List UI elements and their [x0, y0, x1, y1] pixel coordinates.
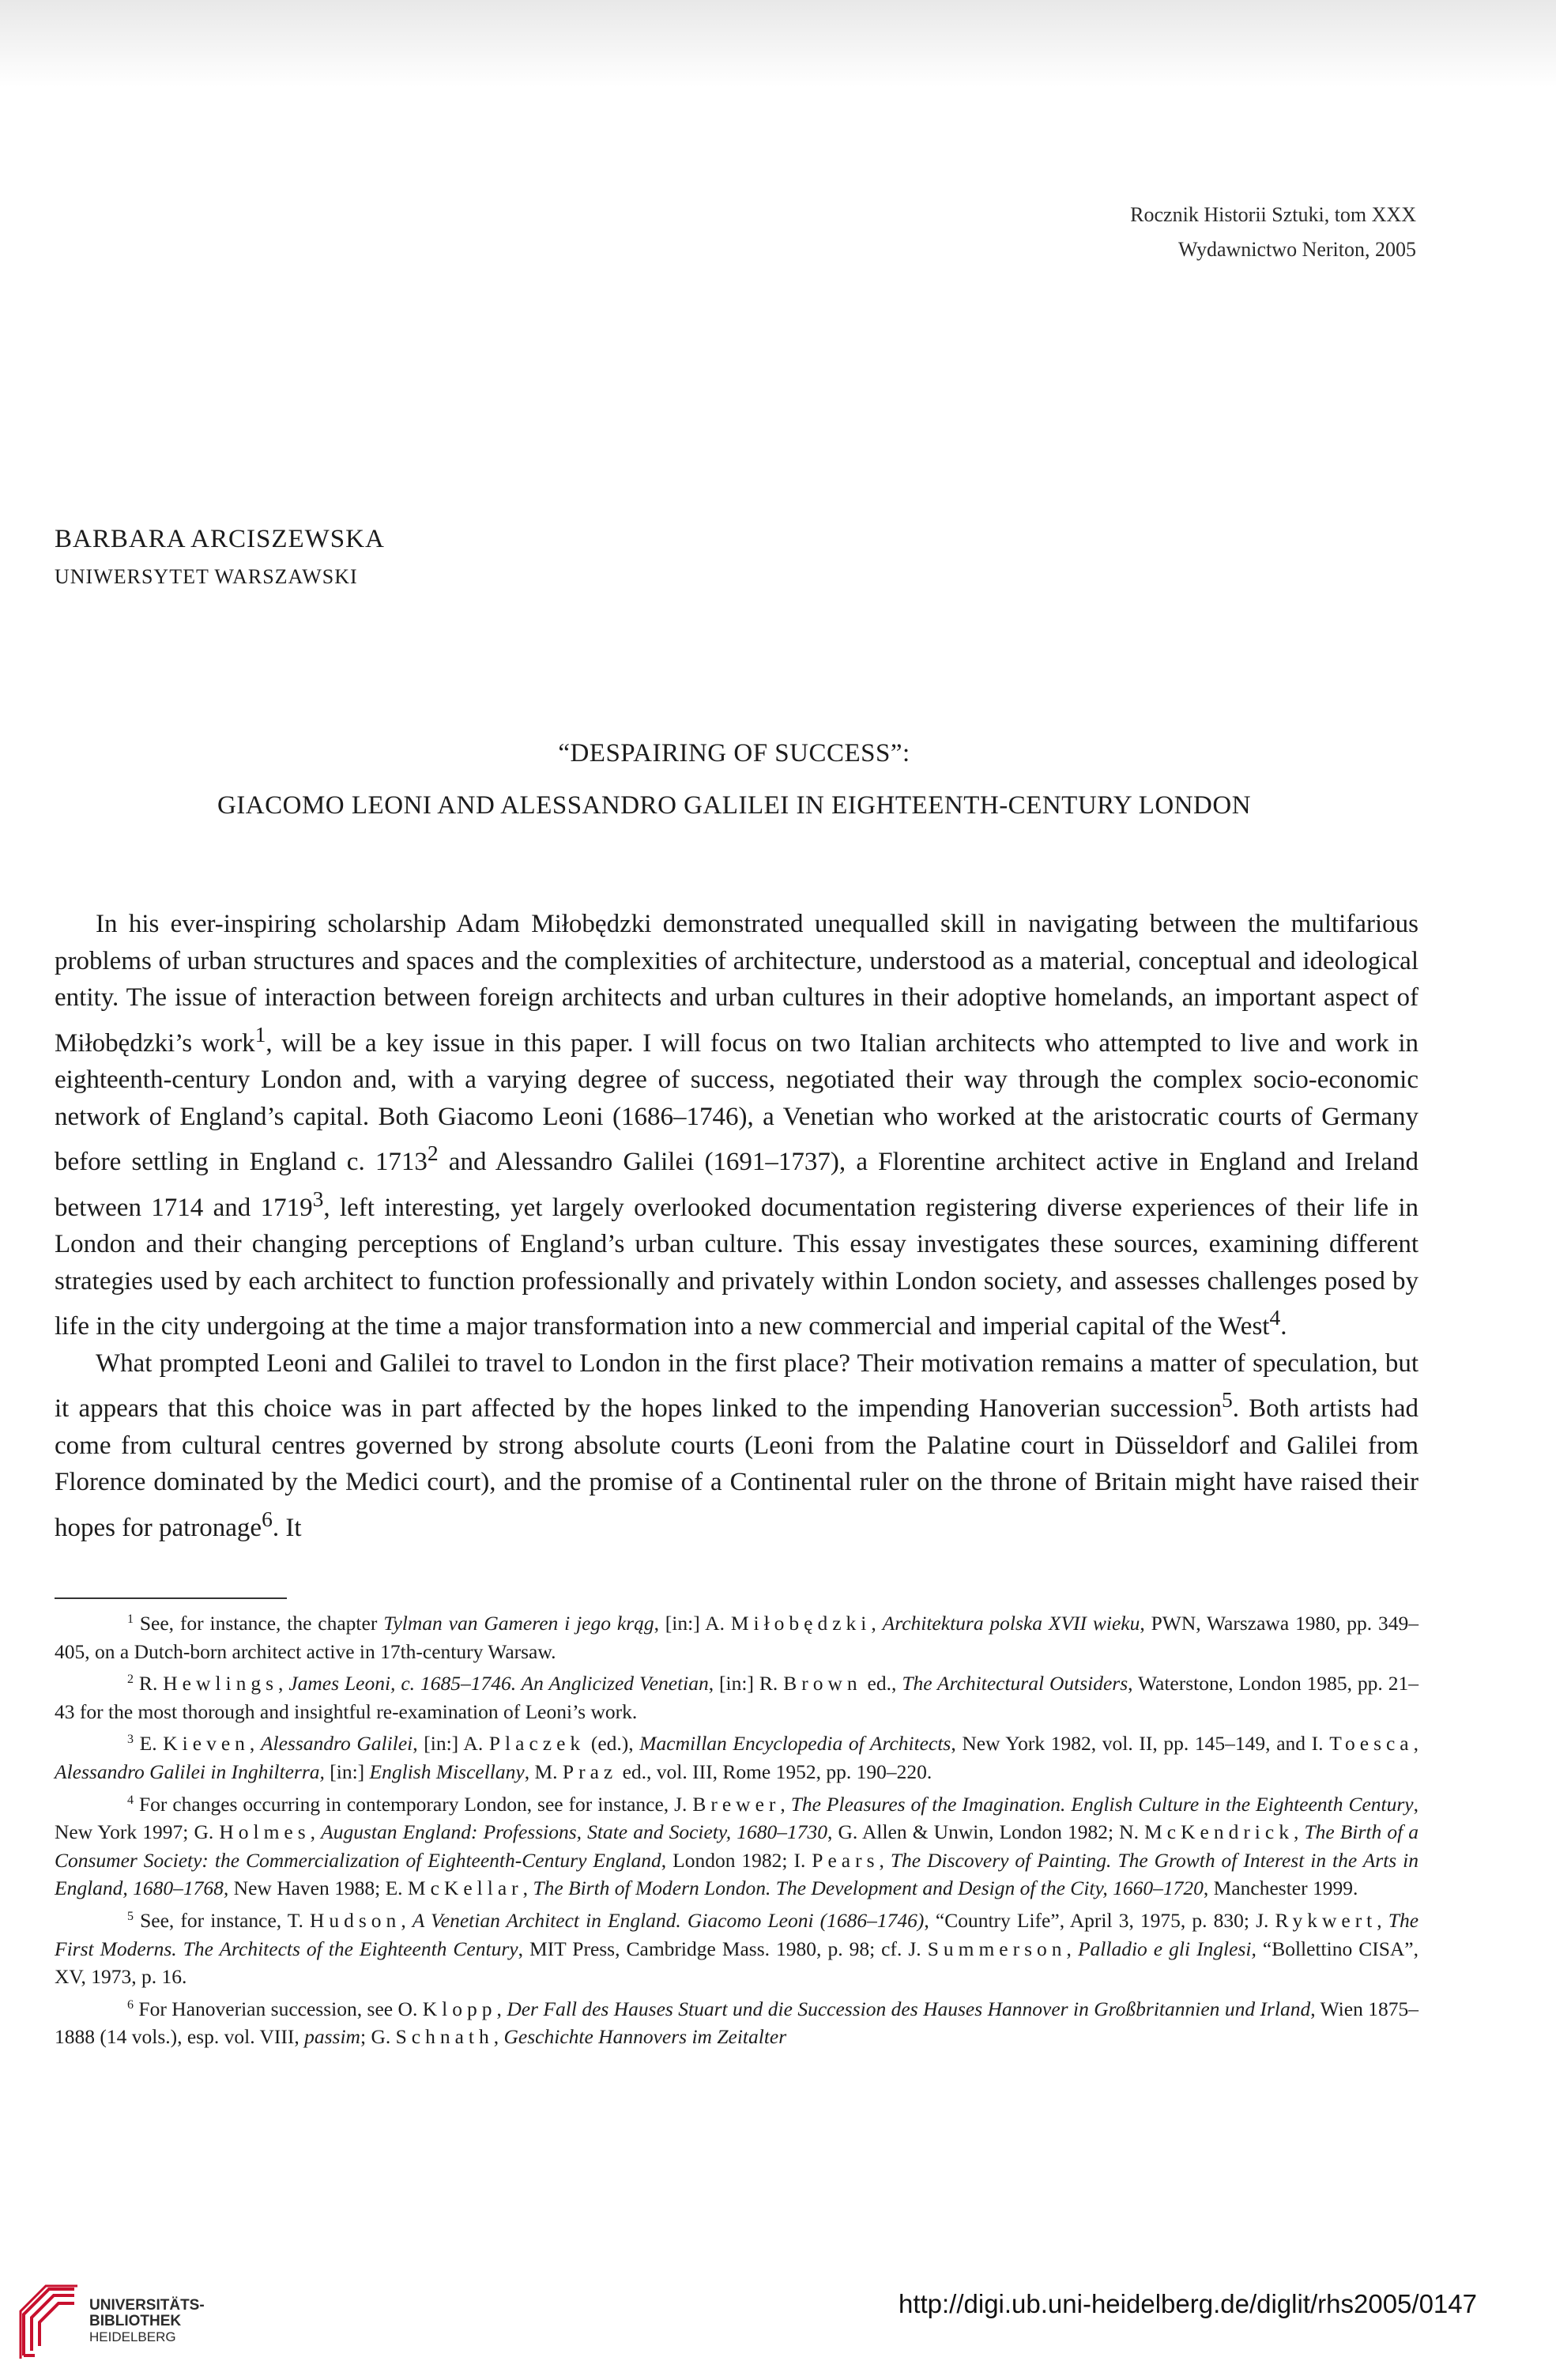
author-affiliation: UNIWERSYTET WARSZAWSKI	[55, 565, 358, 588]
permalink-url[interactable]: http://digi.ub.uni-heidelberg.de/diglit/rhs2005/0147	[898, 2289, 1477, 2318]
footnote-ref[interactable]: 5	[1222, 1387, 1233, 1412]
footnotes	[55, 1605, 1418, 2051]
footnote-separator	[55, 1597, 287, 1599]
running-header	[1130, 198, 1416, 267]
journal-title: Rocznik Historii Sztuki, tom XXX	[1130, 203, 1416, 226]
scan-edge-shadow	[0, 0, 1556, 87]
digitization-footer	[0, 2265, 1556, 2380]
body-paragraph: What prompted Leoni and Galilei to travel to London in the first place? Their motivation remains a matter of speculation, but it appears that this choice was in part affected by the hopes linked to the impending Hanoverian succession$^5$. Both artists had come from cultural centres governed by strong absolute courts (Leoni from the Palatine court in Düsseldorf and Galilei from Florence dominated by the Medici court), and the promise of a Continental ruler on the throne of Britain might have raised their hopes for patronage$^6$. It	[55, 1348, 1419, 1542]
library-name: UNIVERSITÄTS- BIBLIOTHEK HEIDELBERG	[89, 2297, 205, 2344]
body-paragraph: In his ever-inspiring scholarship Adam Miłobędzki demonstrated unequalled skill in navigating between the multifarious problems of urban structures and spaces and the complexities of architecture, understood as a material, conceptual and ideological entity. The issue of interaction between foreign architects and urban cultures in their adoptive homelands, an important aspect of Miłobędzki’s work$^1$, will be a key issue in this paper. I will focus on two Italian architects who attempted to live and work in eighteenth-century London and, with a varying degree of success, negotiated their way through the complex socio-economic network of England’s capital. Both Giacomo Leoni (1686–1746), a Venetian who worked at the aristocratic courts of Germany before settling in England c. 1713$^2$ and Alessandro Galilei (1691–1737), a Florentine architect active in England and Ireland between 1714 and 1719$^3$, left interesting, yet largely overlooked documentation registering diverse experiences of their life in London and their changing perceptions of England’s urban culture. This essay investigates these sources, examining different strategies used by each architect to function professionally and privately within London society, and assesses challenges posed by life in the city undergoing at the time a major transformation into a new commercial and imperial capital of the West$^4$.	[55, 910, 1418, 1341]
footnote-ref[interactable]: 4	[1269, 1305, 1281, 1330]
footnote-ref[interactable]: 6	[262, 1506, 273, 1531]
footnote-ref[interactable]: 1	[254, 1021, 266, 1047]
footnote: $^2$ R. Hewlings, James Leoni, c. 1685–1746. An Anglicized Venetian, [in:] R. Brown ed., The Architectural Outsiders, Waterstone, London 1985, pp. 21–43 for the most thorough and insightful re-examination of Leoni’s work.	[55, 1672, 1418, 1723]
footnote: $^6$ For Hanoverian succession, see O. Klopp, Der Fall des Hauses Stuart und die Succession des Hauses Hannover in Großbritannien und Irland, Wien 1875–1888 (14 vols.), esp. vol. VIII, passim; G. Schnath, Geschichte Hannovers im Zeitalter	[55, 1997, 1418, 2049]
author-block	[55, 520, 385, 596]
article-title	[55, 727, 1414, 832]
article-body	[55, 906, 1418, 1546]
footnote: $^1$ See, for instance, the chapter Tylman van Gameren i jego krąg, [in:] A. Miłobędzki, Architektura polska XVII wieku, PWN, Warszawa 1980, pp. 349–405, on a Dutch-born architect active in 17th-century Warsaw.	[55, 1612, 1418, 1663]
footnote: $^5$ See, for instance, T. Hudson, A Venetian Architect in England. Giacomo Leoni (1686–1746), “Country Life”, April 3, 1975, p. 830; J. Rykwert, The First Moderns. The Architects of the Eighteenth Century, MIT Press, Cambridge Mass. 1980, p. 98; cf. J. Summerson, Palladio e gli Inglesi, “Bollettino CISA”, XV, 1973, p. 16.	[55, 1908, 1419, 1989]
footnote-ref[interactable]: 2	[427, 1141, 439, 1165]
publisher-line: Wydawnictwo Neriton, 2005	[1178, 238, 1416, 261]
author-name: BARBARA ARCISZEWSKA	[55, 525, 385, 553]
title-line-2: GIACOMO LEONI AND ALESSANDRO GALILEI IN EIGHTEENTH-CENTURY LONDON	[217, 791, 1252, 820]
footnote-ref[interactable]: 3	[312, 1186, 324, 1211]
footnote: $^3$ E. Kieven, Alessandro Galilei, [in:] A. Placzek (ed.), Macmillan Encyclopedia of Architects, New York 1982, vol. II, pp. 145–149, and I. Toesca, Alessandro Galilei in Inghilterra, [in:] English Miscellany, M. Praz ed., vol. III, Rome 1952, pp. 190–220.	[55, 1732, 1419, 1783]
footnote: $^4$ For changes occurring in contemporary London, see for instance, J. Brewer, The Pleasures of the Imagination. English Culture in the Eighteenth Century, New York 1997; G. Holmes, Augustan England: Professions, State and Society, 1680–1730, G. Allen & Unwin, London 1982; N. McKendrick, The Birth of a Consumer Society: the Commercialization of Eighteenth-Century England, London 1982; I. Pears, The Discovery of Painting. The Growth of Interest in the Arts in England, 1680–1768, New Haven 1988; E. McKellar, The Birth of Modern London. The Development and Design of the City, 1660–1720, Manchester 1999.	[55, 1792, 1419, 1900]
library-logo-icon[interactable]	[17, 2283, 81, 2366]
title-line-1: “DESPAIRING OF SUCCESS”:	[558, 739, 910, 768]
